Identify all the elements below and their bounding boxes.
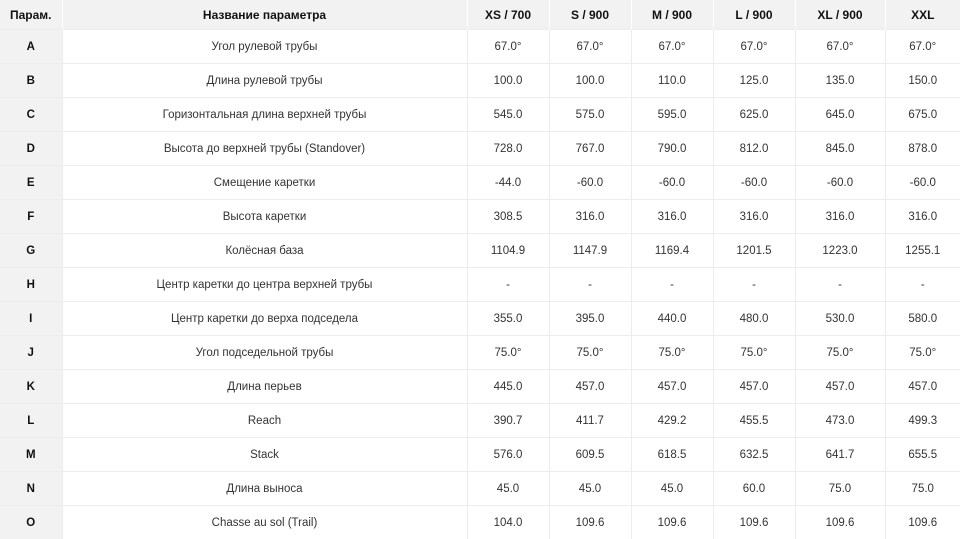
size-value: 109.6 (795, 506, 885, 539)
param-letter: J (0, 336, 62, 370)
size-value: 576.0 (467, 438, 549, 472)
size-value: 308.5 (467, 200, 549, 234)
size-value: 75.0° (549, 336, 631, 370)
size-value: 316.0 (795, 200, 885, 234)
param-letter: C (0, 98, 62, 132)
param-name: Высота каретки (62, 200, 467, 234)
size-value: 1169.4 (631, 234, 713, 268)
param-letter: O (0, 506, 62, 539)
size-value: 728.0 (467, 132, 549, 166)
param-letter: N (0, 472, 62, 506)
header-size: XS / 700 (467, 0, 549, 30)
size-value: 316.0 (713, 200, 795, 234)
size-value: 457.0 (795, 370, 885, 404)
size-value: 455.5 (713, 404, 795, 438)
param-letter: K (0, 370, 62, 404)
size-value: 812.0 (713, 132, 795, 166)
size-value: 355.0 (467, 302, 549, 336)
size-value: 545.0 (467, 98, 549, 132)
table-row (0, 336, 960, 370)
size-value: 109.6 (631, 506, 713, 539)
size-value: 395.0 (549, 302, 631, 336)
param-name: Угол рулевой трубы (62, 30, 467, 64)
param-letter: B (0, 64, 62, 98)
param-letter: E (0, 166, 62, 200)
table-row (0, 64, 960, 98)
size-value: 1223.0 (795, 234, 885, 268)
header-row (0, 0, 960, 30)
size-value: 316.0 (885, 200, 960, 234)
param-letter: F (0, 200, 62, 234)
size-value: 675.0 (885, 98, 960, 132)
param-letter: M (0, 438, 62, 472)
size-value: 100.0 (549, 64, 631, 98)
param-name: Центр каретки до верха подседела (62, 302, 467, 336)
size-value: 845.0 (795, 132, 885, 166)
size-value: 1104.9 (467, 234, 549, 268)
table-row (0, 438, 960, 472)
size-value: 480.0 (713, 302, 795, 336)
header-name: Название параметра (62, 0, 467, 30)
size-value: 595.0 (631, 98, 713, 132)
param-name: Колёсная база (62, 234, 467, 268)
param-letter: L (0, 404, 62, 438)
table-row (0, 200, 960, 234)
size-value: -44.0 (467, 166, 549, 200)
size-value: 45.0 (631, 472, 713, 506)
table-row (0, 234, 960, 268)
size-value: -60.0 (549, 166, 631, 200)
size-value: 645.0 (795, 98, 885, 132)
size-value: 457.0 (631, 370, 713, 404)
size-value: 67.0° (631, 30, 713, 64)
size-value: 100.0 (467, 64, 549, 98)
param-name: Reach (62, 404, 467, 438)
param-letter: H (0, 268, 62, 302)
size-value: 499.3 (885, 404, 960, 438)
param-name: Длина перьев (62, 370, 467, 404)
size-value: - (795, 268, 885, 302)
size-value: 67.0° (795, 30, 885, 64)
param-name: Смещение каретки (62, 166, 467, 200)
size-value: 767.0 (549, 132, 631, 166)
table-row (0, 404, 960, 438)
size-value: 316.0 (549, 200, 631, 234)
size-value: 67.0° (467, 30, 549, 64)
size-value: 45.0 (549, 472, 631, 506)
size-value: 75.0° (795, 336, 885, 370)
table-row (0, 472, 960, 506)
size-value: 878.0 (885, 132, 960, 166)
size-value: 1147.9 (549, 234, 631, 268)
table-row (0, 506, 960, 539)
size-value: 109.6 (885, 506, 960, 539)
size-value: 473.0 (795, 404, 885, 438)
size-value: 618.5 (631, 438, 713, 472)
size-value: 104.0 (467, 506, 549, 539)
size-value: 109.6 (713, 506, 795, 539)
size-value: 632.5 (713, 438, 795, 472)
header-size: M / 900 (631, 0, 713, 30)
size-value: 790.0 (631, 132, 713, 166)
param-letter: D (0, 132, 62, 166)
param-letter: A (0, 30, 62, 64)
table-row (0, 98, 960, 132)
size-value: 609.5 (549, 438, 631, 472)
size-value: 457.0 (549, 370, 631, 404)
size-value: 45.0 (467, 472, 549, 506)
size-value: 60.0 (713, 472, 795, 506)
param-name: Длина выноса (62, 472, 467, 506)
size-value: 75.0 (885, 472, 960, 506)
size-value: 655.5 (885, 438, 960, 472)
size-value: 457.0 (885, 370, 960, 404)
table-row (0, 30, 960, 64)
size-value: 1255.1 (885, 234, 960, 268)
table-row (0, 268, 960, 302)
header-size: XL / 900 (795, 0, 885, 30)
size-value: 390.7 (467, 404, 549, 438)
header-param: Парам. (0, 0, 62, 30)
param-letter: I (0, 302, 62, 336)
header-size: XXL (885, 0, 960, 30)
size-value: 445.0 (467, 370, 549, 404)
size-value: 641.7 (795, 438, 885, 472)
param-name: Центр каретки до центра верхней трубы (62, 268, 467, 302)
param-name: Высота до верхней трубы (Standover) (62, 132, 467, 166)
size-value: 75.0° (467, 336, 549, 370)
size-value: - (467, 268, 549, 302)
size-value: - (631, 268, 713, 302)
size-value: 429.2 (631, 404, 713, 438)
size-value: 411.7 (549, 404, 631, 438)
size-value: - (713, 268, 795, 302)
size-value: 580.0 (885, 302, 960, 336)
size-value: 75.0° (713, 336, 795, 370)
header-size: S / 900 (549, 0, 631, 30)
size-value: 125.0 (713, 64, 795, 98)
size-value: 67.0° (885, 30, 960, 64)
table-row (0, 302, 960, 336)
size-value: 440.0 (631, 302, 713, 336)
size-value: 457.0 (713, 370, 795, 404)
size-value: 75.0° (885, 336, 960, 370)
table-row (0, 132, 960, 166)
size-value: -60.0 (795, 166, 885, 200)
size-value: - (549, 268, 631, 302)
size-value: -60.0 (885, 166, 960, 200)
size-value: 575.0 (549, 98, 631, 132)
size-value: 530.0 (795, 302, 885, 336)
size-value: 75.0° (631, 336, 713, 370)
table-row (0, 166, 960, 200)
size-value: 625.0 (713, 98, 795, 132)
param-name: Chasse au sol (Trail) (62, 506, 467, 539)
param-letter: G (0, 234, 62, 268)
param-name: Длина рулевой трубы (62, 64, 467, 98)
size-value: -60.0 (631, 166, 713, 200)
size-value: 109.6 (549, 506, 631, 539)
size-value: 67.0° (713, 30, 795, 64)
size-value: -60.0 (713, 166, 795, 200)
size-value: 150.0 (885, 64, 960, 98)
size-value: 110.0 (631, 64, 713, 98)
table-row (0, 370, 960, 404)
size-value: 75.0 (795, 472, 885, 506)
param-name: Угол подседельной трубы (62, 336, 467, 370)
size-value: 135.0 (795, 64, 885, 98)
size-value: 316.0 (631, 200, 713, 234)
size-value: - (885, 268, 960, 302)
header-size: L / 900 (713, 0, 795, 30)
size-value: 1201.5 (713, 234, 795, 268)
size-value: 67.0° (549, 30, 631, 64)
param-name: Горизонтальная длина верхней трубы (62, 98, 467, 132)
param-name: Stack (62, 438, 467, 472)
